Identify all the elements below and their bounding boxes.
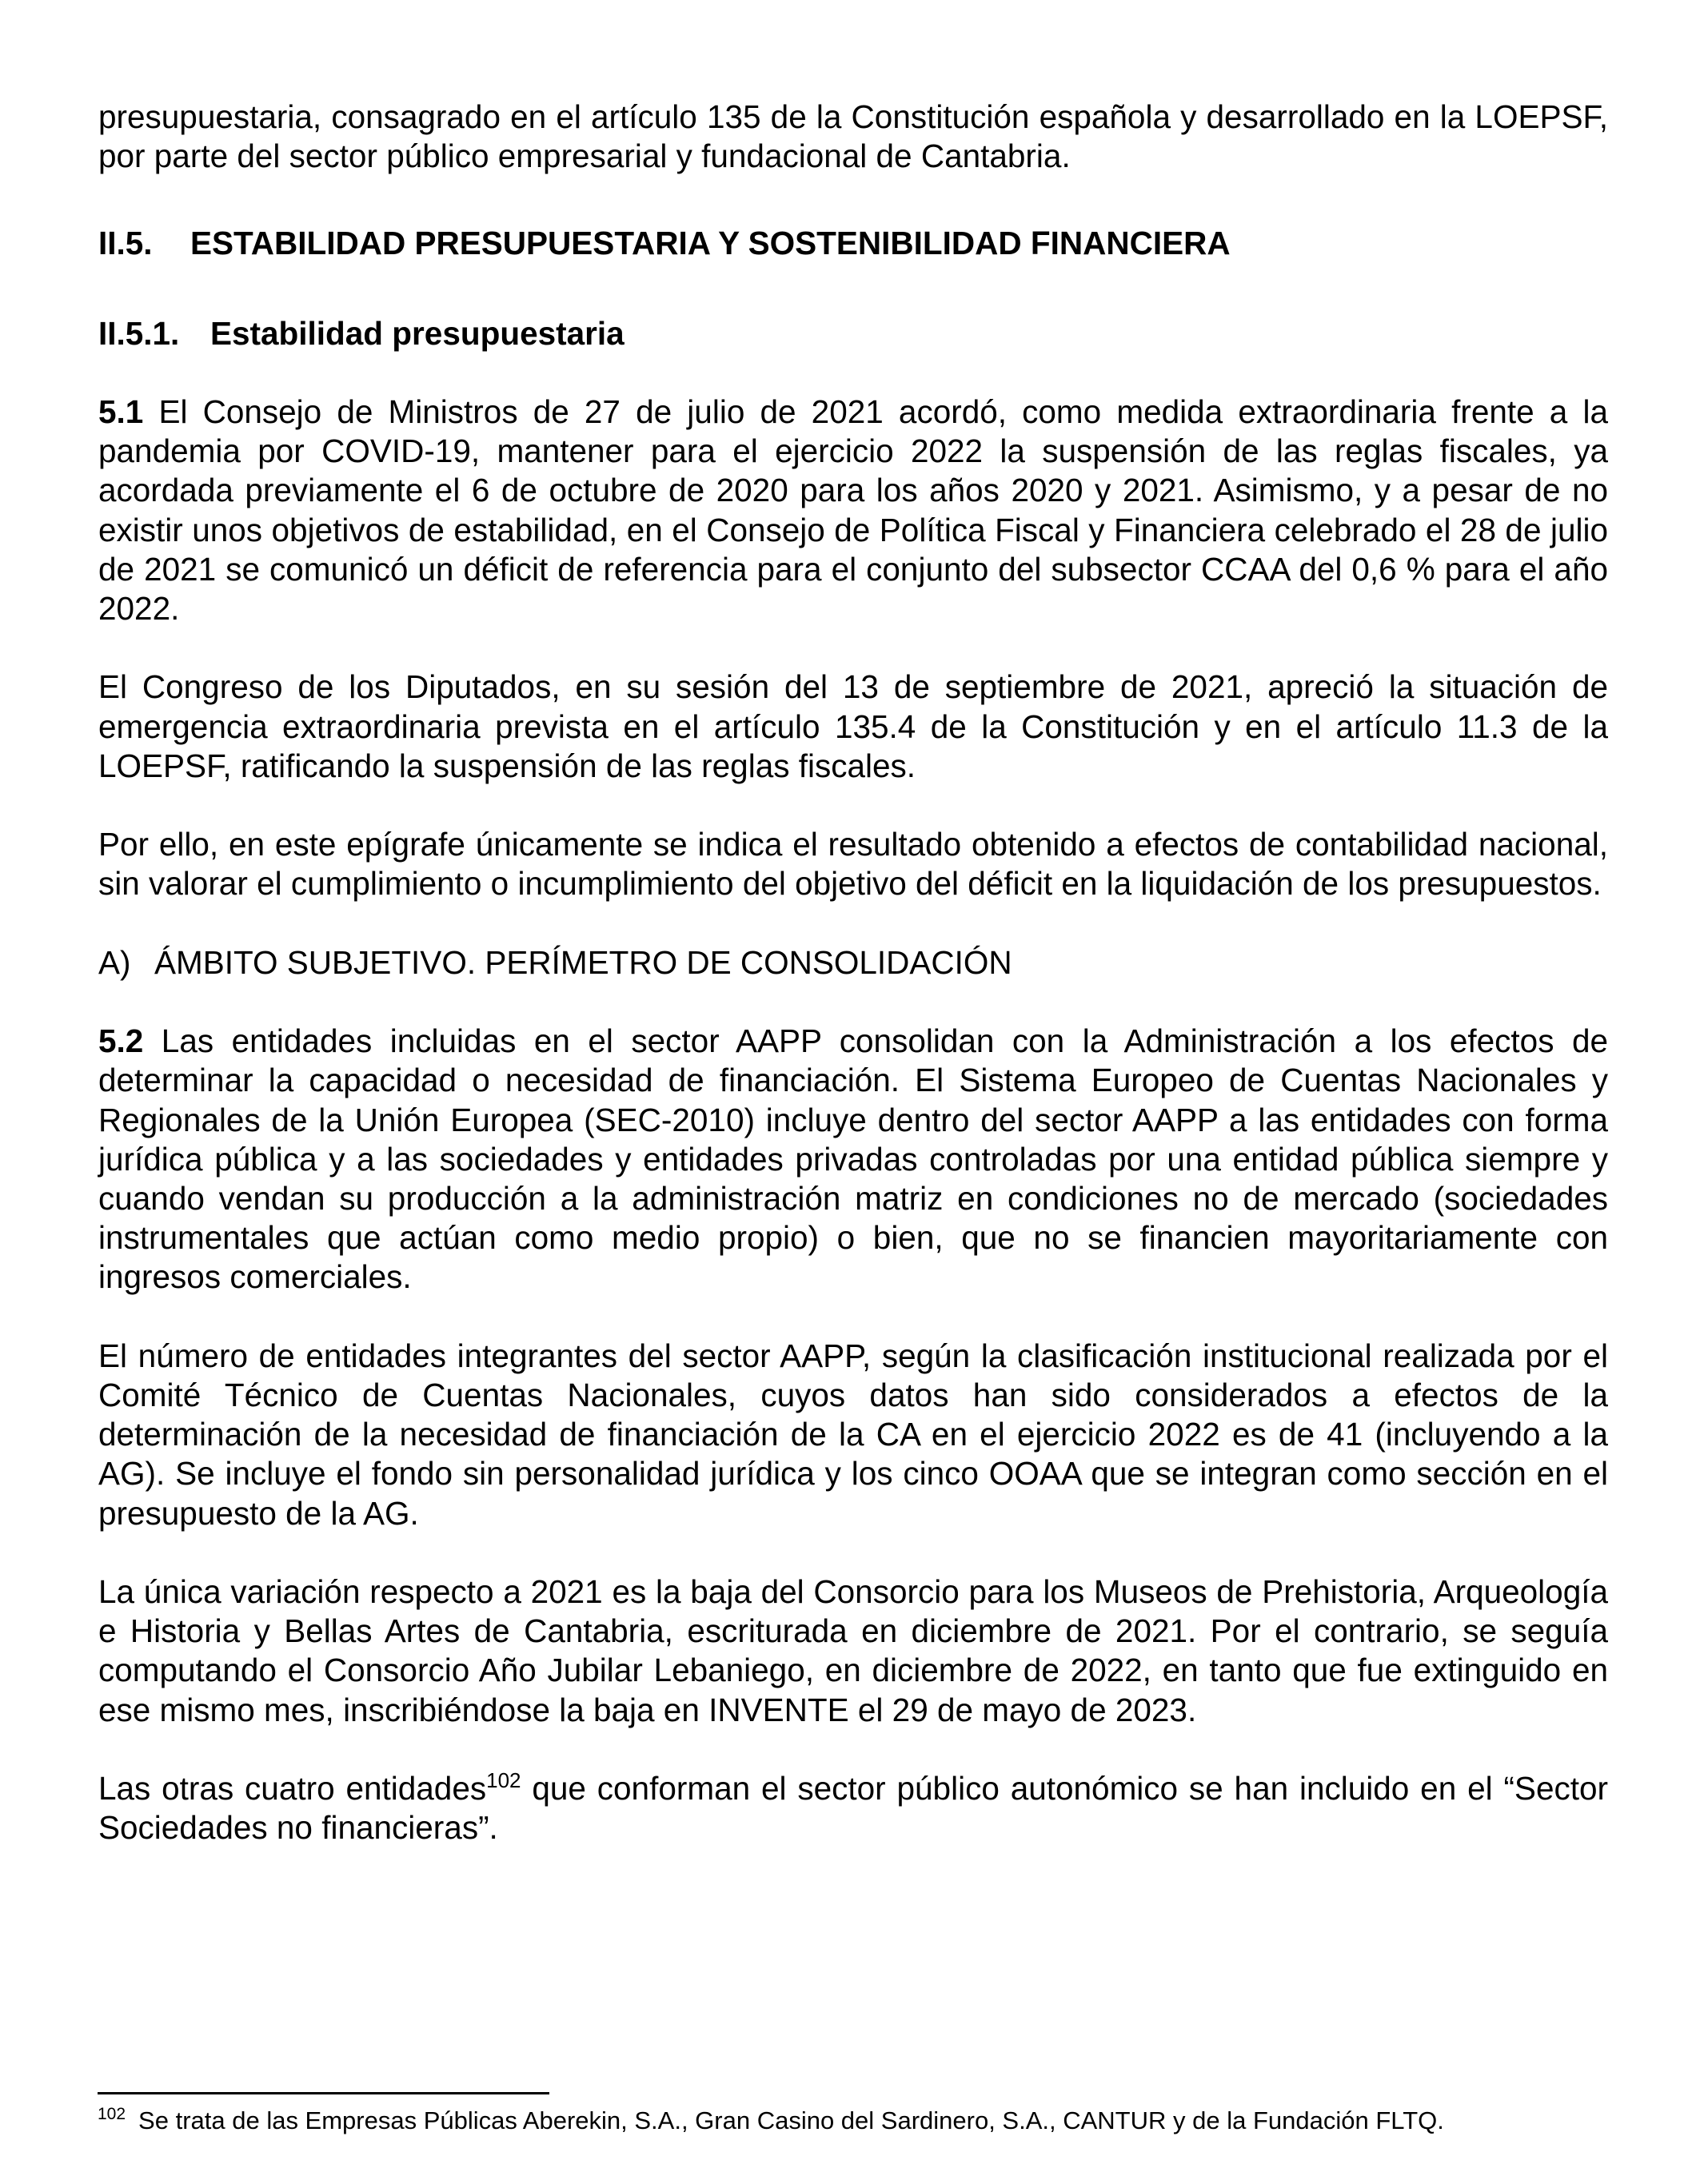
paragraph-text: El Consejo de Ministros de 27 de julio de 2021 acordó, como medida extraordinaria frente a la pandemia por COVID-19, mantener para el ejercicio 2022 la suspensión de las reglas fiscales, ya acordada previamente el 6 de octubre de 2020 para los años 2020 y 2021. Asimismo, y a pesar de no existir unos objetivos de estabilidad, en el Consejo de Política Fiscal y Financiera celebrado el 28 de julio de 2021 se comunicó un déficit de referencia para el conjunto del subsector CCAA del 0,6 % para el año 2022. [98,393,1608,628]
paragraph-numero-entidades: El número de entidades integrantes del sector AAPP, según la clasificación institucional realizada por el Comité Técnico de Cuentas Nacionales, cuyos datos han sido considerados a efectos de la determinación de la necesidad de financiación de la CA en el ejercicio 2022 es de 41 (incluyendo a la AG). Se incluye el fondo sin personalidad jurídica y los cinco OOAA que se integran como sección en el presupuesto de la AG. [98,1337,1608,1532]
continuation-paragraph: presupuestaria, consagrado en el artículo 135 de la Constitución española y desarrollado en la LOEPSF, por parte del sector público empresarial y fundacional de Cantabria. [98,98,1608,175]
paragraph-5-1 [98,393,1608,628]
paragraph-text: que conforman el sector público autonómico se han incluido en el “Sector Sociedades no financieras”. [98,1770,1608,1847]
section-heading [98,224,1608,263]
heading-title: ÁMBITO SUBJETIVO. PERÍMETRO DE CONSOLIDACIÓN [154,943,1012,981]
subsection-heading [98,314,1608,353]
section-number: II.5. [98,225,153,262]
paragraph-label: 5.1 [98,393,144,430]
subsection-number: II.5.1. [98,314,180,352]
paragraph-text: Las entidades incluidas en el sector AAPP consolidan con la Administración a los efectos de determinar la capacidad o necesidad de financiación. El Sistema Europeo de Cuentas Nacionales y Regionales de la Unión Europea (SEC-2010) incluye dentro del sector AAPP a las entidades con forma jurídica pública y a las sociedades y entidades privadas controladas por una entidad pública siempre y cuando vendan su producción a la administración matriz en condiciones no de mercado (sociedades instrumentales que actúan como medio propio) o bien, que no se financien mayoritariamente con ingresos comerciales. [98,1022,1608,1296]
paragraph-unica-variacion: La única variación respecto a 2021 es la baja del Consorcio para los Museos de Prehistoria, Arqueología e Historia y Bellas Artes de Cantabria, escriturada en diciembre de 2021. Por el contrario, se seguía computando el Consorcio Año Jubilar Lebaniego, en diciembre de 2022, en tanto que fue extinguido en ese mismo mes, inscribiéndose la baja en INVENTE el 29 de mayo de 2023. [98,1573,1608,1728]
footnote-separator [98,2092,549,2094]
heading-letter: A) [98,943,131,981]
paragraph-otras-entidades [98,1769,1608,1847]
paragraph-label: 5.2 [98,1022,144,1060]
paragraph-por-ello: Por ello, en este epígrafe únicamente se indica el resultado obtenido a efectos de contabilidad nacional, sin valorar el cumplimiento o incumplimiento del objetivo del déficit en la liquidación de los presupuestos. [98,826,1608,903]
document-page [98,98,1608,1847]
footnote-102 [98,2105,1609,2137]
footnote-text: Se trata de las Empresas Públicas Aberekin, S.A., Gran Casino del Sardinero, S.A., CANTUR y de la Fundación FLTQ. [138,2106,1444,2134]
section-title: ESTABILIDAD PRESUPUESTARIA Y SOSTENIBILIDAD FINANCIERA [190,225,1231,262]
heading-ambito-subjetivo [98,943,1608,982]
paragraph-5-2 [98,1022,1608,1297]
subsection-title: Estabilidad presupuestaria [210,314,625,352]
footnote-reference-link[interactable]: 102 [486,1768,521,1792]
paragraph-text: Las otras cuatro entidades [98,1770,487,1807]
paragraph-congreso: El Congreso de los Diputados, en su sesión del 13 de septiembre de 2021, apreció la situación de emergencia extraordinaria prevista en el artículo 135.4 de la Constitución y en el artículo 11.3 de la LOEPSF, ratificando la suspensión de las reglas fiscales. [98,668,1608,784]
footnote-number: 102 [98,2105,126,2123]
